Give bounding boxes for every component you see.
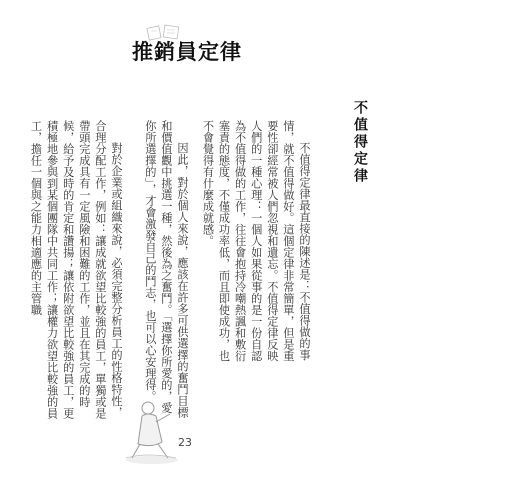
- body-paragraph-1: [200, 120, 312, 370]
- body-paragraph-2: [130, 120, 190, 422]
- paragraph-text: 不值得定律最直接的陳述是：不值得做的事情，就不值得做好。這個定律非常簡單，但是重要性卻經常被人們忽視和遺忘。不值得定律反映人們的一種心理：一個人如果從事的是一份自認為不值得做的工作，往往會抱持冷嘲熱諷和敷衍塞責的態度，不僅成功率低，而且即使成功，也不會覺得有什麼成就感。: [201, 120, 311, 362]
- body-paragraph-3: [4, 120, 124, 422]
- paragraph-text: 因此，對於個人來說，應該在許多可供選擇的奮鬥目標和價值觀中挑選一種，然後為之奮鬥。「選擇你所愛的，愛你所選擇的」，才會激發自己的鬥志，也可以心安理得。: [143, 120, 189, 419]
- section-title: 不值得定律: [352, 100, 368, 185]
- paragraph-text: 對於企業或組織來說，必須完整分析員工的性格特性，合理分配工作，例如：讓成就欲望比較強的員工，單獨或是帶頭完成具有一定風險和困難的工作，並且在其完成的時候，給予及時的肯定和讚揚；讓依附欲望比較強的員工，更積極地參與到某個團隊中共同工作；讓權力欲望比較強的員工，擔任一個與之能力相適應的主管職: [29, 120, 123, 419]
- page-number: 23: [178, 436, 192, 449]
- book-title: 推銷員定律: [132, 40, 242, 64]
- decorative-figure-icon: [118, 394, 182, 466]
